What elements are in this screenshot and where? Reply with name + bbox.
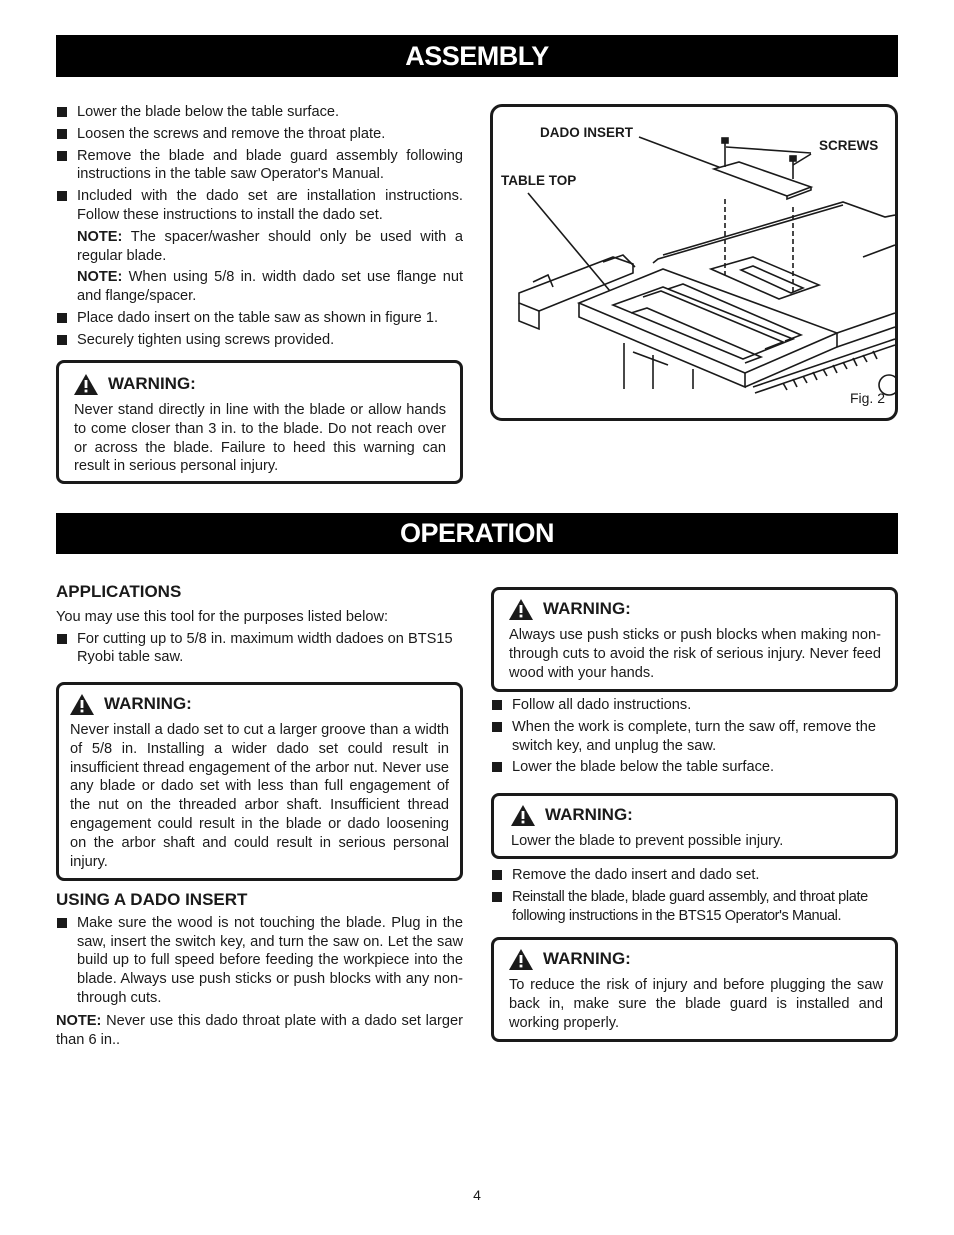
list-item: Remove the blade and blade guard assembly following instructions in the table saw Operator's Manual.	[56, 147, 463, 185]
warning-text: Lower the blade to prevent possible injury.	[511, 833, 784, 849]
assembly-steps	[56, 103, 463, 353]
table-saw-illustration	[493, 107, 895, 418]
list-item: Place dado insert on the table saw as shown in figure 1.	[56, 309, 463, 328]
list-item: For cutting up to 5/8 in. maximum width dadoes on BTS15 Ryobi table saw.	[56, 630, 463, 668]
warning-text: Never stand directly in line with the blade or allow hands to come closer than 3 in. to the blade. Do not reach over or across the blade. Failure to heed this warning can result in serious personal injury.	[74, 402, 446, 475]
warning-text: To reduce the risk of injury and before plugging the saw back in, make sure the blade guard is installed and working properly.	[509, 977, 883, 1031]
operation-title: OPERATION	[399, 518, 554, 548]
warning-heading	[509, 949, 883, 970]
list-item: Securely tighten using screws provided.	[56, 331, 463, 350]
completion-steps	[491, 696, 898, 780]
applications-heading: APPLICATIONS	[56, 582, 182, 601]
warning-title: WARNING:	[543, 949, 631, 969]
note-text: When using 5/8 in. width dado set use flange nut and flange/spacer.	[77, 269, 463, 305]
warning-title: WARNING:	[543, 599, 631, 619]
push-stick-warning-box	[491, 587, 898, 692]
list-item: Lower the blade below the table surface.	[491, 758, 898, 777]
warning-triangle-icon	[511, 805, 535, 826]
list-item: When the work is complete, turn the saw off, remove the switch key, and unplug the saw.	[491, 718, 898, 756]
assembly-steps-list-b	[56, 309, 463, 350]
note-label: NOTE:	[77, 228, 123, 245]
warning-heading	[74, 374, 446, 395]
label-screws: SCREWS	[819, 138, 879, 153]
warning-triangle-icon	[70, 694, 94, 715]
using-dado-insert-heading: USING A DADO INSERT	[56, 890, 248, 909]
using-note	[56, 1012, 463, 1050]
list-item: Loosen the screws and remove the throat plate.	[56, 125, 463, 144]
label-table-top: TABLE TOP	[501, 173, 577, 188]
figure-caption: Fig. 2	[849, 390, 885, 406]
dado-warning-box	[56, 682, 463, 881]
warning-title: WARNING:	[104, 694, 192, 714]
warning-title: WARNING:	[545, 805, 633, 825]
using-dado-insert-list	[56, 914, 463, 1008]
lower-blade-warning-box	[491, 793, 898, 859]
page-number: 4	[473, 1187, 481, 1203]
warning-text: Never install a dado set to cut a larger groove than a width of 5/8 in. Installing a wider dado set could result in insufficient thread engagement of the arbor nut. Never use any blade or dado set with less than full engagement of the nut on the threaded arbor shaft. Insufficient thread engagement could result in the blade or dado loosening on the arbor shaft and could result in serious personal injury.	[70, 722, 449, 870]
assembly-warning-box	[56, 360, 463, 484]
applications-section	[56, 583, 463, 670]
assembly-title: ASSEMBLY	[405, 41, 549, 71]
warning-text: Always use push sticks or push blocks when making non-through cuts to avoid the risk of serious injury. Never feed wood with your hands.	[509, 627, 881, 681]
list-item: Remove the dado insert and dado set.	[491, 866, 898, 885]
operation-banner	[56, 513, 898, 554]
warning-triangle-icon	[509, 949, 533, 970]
assembly-steps-list-a	[56, 103, 463, 225]
list-item: Lower the blade below the table surface.	[56, 103, 463, 122]
assembly-note-2	[56, 268, 463, 306]
warning-heading	[70, 694, 449, 715]
note-text: Never use this dado throat plate with a dado set larger than 6 in..	[56, 1012, 463, 1048]
list-item: Make sure the wood is not touching the blade. Plug in the saw, insert the switch key, and turn the saw on. Let the saw build up to full speed before feeding the workpiece into the blade. Always use push sticks or push blocks with any non-through cuts.	[56, 914, 463, 1008]
label-dado-insert: DADO INSERT	[540, 125, 634, 140]
applications-intro: You may use this tool for the purposes listed below:	[56, 608, 389, 625]
note-text: The spacer/washer should only be used with a regular blade.	[77, 228, 463, 264]
assembly-banner	[56, 35, 898, 77]
blade-guard-warning-box	[491, 937, 898, 1042]
figure-2-box	[490, 104, 898, 421]
note-label: NOTE:	[77, 269, 123, 286]
warning-triangle-icon	[509, 599, 533, 620]
warning-heading	[509, 599, 881, 620]
list-item: Included with the dado set are installation instructions. Follow these instructions to install the dado set.	[56, 187, 463, 225]
completion-steps-list	[491, 696, 898, 777]
reinstall-steps-list	[491, 866, 898, 925]
reinstall-steps	[491, 866, 898, 928]
assembly-note-1	[56, 228, 463, 266]
warning-triangle-icon	[74, 374, 98, 395]
note-label: NOTE:	[56, 1012, 102, 1029]
using-dado-insert-section	[56, 891, 463, 1049]
list-item: Reinstall the blade, blade guard assembly, and throat plate following instructions in the BTS15 Operator's Manual.	[491, 888, 898, 926]
list-item: Follow all dado instructions.	[491, 696, 898, 715]
warning-title: WARNING:	[108, 374, 196, 394]
warning-heading	[511, 805, 881, 826]
applications-list	[56, 630, 463, 668]
